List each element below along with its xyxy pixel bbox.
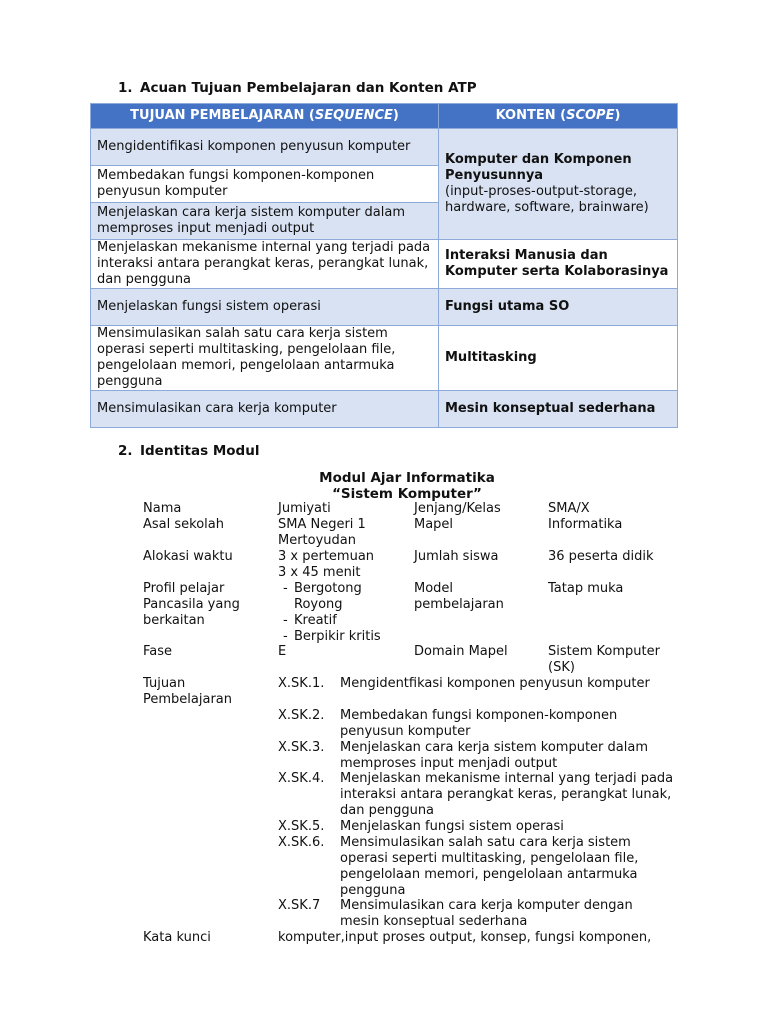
konten-detail: (input-proses-output-storage, hardware, software, brainware) [445, 184, 649, 215]
tp-code: X.SK.5. [278, 819, 325, 834]
konten-cell: Interaksi Manusia dan Komputer serta Kolaborasinya [439, 240, 678, 289]
value-alokasi-2: 3 x 45 menit [278, 565, 361, 580]
profil-list [278, 581, 388, 645]
tp-code: X.SK.7 [278, 898, 321, 913]
header-tujuan: TUJUAN PEMBELAJARAN (SEQUENCE) [91, 104, 439, 129]
section-2-number: 2. [118, 443, 133, 459]
header-konten: KONTEN (SCOPE) [439, 104, 678, 129]
value-nama: Jumiyati [278, 501, 331, 516]
tujuan-cell: Mengidentifikasi komponen penyusun komputer [91, 129, 439, 166]
konten-bold: Komputer dan Komponen Penyusunnya [445, 152, 632, 183]
label-asal-sekolah: Asal sekolah [143, 517, 224, 532]
section-1-number: 1. [118, 80, 133, 96]
label-profil-pelajar: Profil pelajar Pancasila yang berkaitan [143, 581, 240, 628]
table-row [91, 240, 678, 289]
section-1-title: Acuan Tujuan Pembelajaran dan Konten ATP [140, 80, 477, 96]
label-jumlah-siswa: Jumlah siswa [414, 549, 499, 564]
tp-text: Membedakan fungsi komponen-komponen penyusun komputer [340, 708, 618, 739]
konten-cell [439, 129, 678, 240]
tp-code: X.SK.1. [278, 676, 325, 691]
konten-cell: Mesin konseptual sederhana [439, 391, 678, 428]
profil-item: - Kreatif [278, 613, 388, 629]
module-subtitle: “Sistem Komputer” [332, 486, 482, 502]
tp-text: Mensimulasikan salah satu cara kerja sistem operasi seperti multitasking, pengelolaan file, pengelolaan memori, pengelolaan antarmuka pengguna [340, 835, 639, 898]
atp-table [90, 103, 678, 428]
label-kata-kunci: Kata kunci [143, 930, 211, 945]
tujuan-cell: Mensimulasikan salah satu cara kerja sistem operasi seperti multitasking, pengelolaan file, pengelolaan memori, pengelolaan antarmuka pengguna [91, 326, 439, 391]
module-title: Modul Ajar Informatika [319, 470, 495, 486]
section-1-heading [118, 80, 477, 96]
tujuan-cell: Menjelaskan cara kerja sistem komputer dalam memproses input menjadi output [91, 203, 439, 240]
tp-text: Mensimulasikan cara kerja komputer dengan mesin konseptual sederhana [340, 898, 633, 929]
value-model: Tatap muka [548, 581, 624, 596]
table-header-row [91, 104, 678, 129]
value-domain: Sistem Komputer (SK) [548, 644, 660, 675]
table-row [91, 129, 678, 166]
tp-text: Menjelaskan mekanisme internal yang terjadi pada interaksi antara perangkat keras, perangkat lunak, dan pengguna [340, 771, 674, 818]
label-mapel: Mapel [414, 517, 454, 532]
label-jenjang: Jenjang/Kelas [414, 501, 501, 516]
value-mapel: Informatika [548, 517, 623, 532]
tujuan-cell: Menjelaskan mekanisme internal yang terjadi pada interaksi antara perangkat keras, perangkat lunak, dan pengguna [91, 240, 439, 289]
section-2-title: Identitas Modul [140, 443, 260, 459]
tp-code: X.SK.4. [278, 771, 325, 786]
tujuan-cell: Membedakan fungsi komponen-komponen penyusun komputer [91, 166, 439, 203]
table-row [91, 391, 678, 428]
value-alokasi-1: 3 x pertemuan [278, 549, 375, 564]
label-nama: Nama [143, 501, 182, 516]
table-row [91, 289, 678, 326]
value-kata-kunci: komputer,input proses output, konsep, fungsi komponen, [278, 930, 652, 945]
section-2-heading [118, 443, 259, 459]
konten-cell: Fungsi utama SO [439, 289, 678, 326]
value-asal-sekolah: SMA Negeri 1 Mertoyudan [278, 517, 366, 548]
label-tujuan: Tujuan Pembelajaran [143, 676, 232, 707]
tp-text: Menjelaskan fungsi sistem operasi [340, 819, 564, 834]
value-fase: E [278, 644, 287, 659]
table-row [91, 326, 678, 391]
tujuan-cell: Mensimulasikan cara kerja komputer [91, 391, 439, 428]
label-domain: Domain Mapel [414, 644, 508, 659]
tp-text: Mengidentfikasi komponen penyusun komputer [340, 676, 650, 691]
profil-item: - Bergotong Royong [278, 581, 388, 613]
label-model: Model pembelajaran [414, 581, 504, 612]
value-jumlah-siswa: 36 peserta didik [548, 549, 654, 564]
label-alokasi-waktu: Alokasi waktu [143, 549, 233, 564]
profil-item: - Berpikir kritis [278, 629, 388, 645]
konten-cell: Multitasking [439, 326, 678, 391]
tp-text: Menjelaskan cara kerja sistem komputer dalam memproses input menjadi output [340, 740, 648, 771]
label-fase: Fase [143, 644, 173, 659]
tujuan-cell: Menjelaskan fungsi sistem operasi [91, 289, 439, 326]
tp-code: X.SK.3. [278, 740, 325, 755]
tp-code: X.SK.2. [278, 708, 325, 723]
tp-code: X.SK.6. [278, 835, 325, 850]
value-jenjang: SMA/X [548, 501, 590, 516]
